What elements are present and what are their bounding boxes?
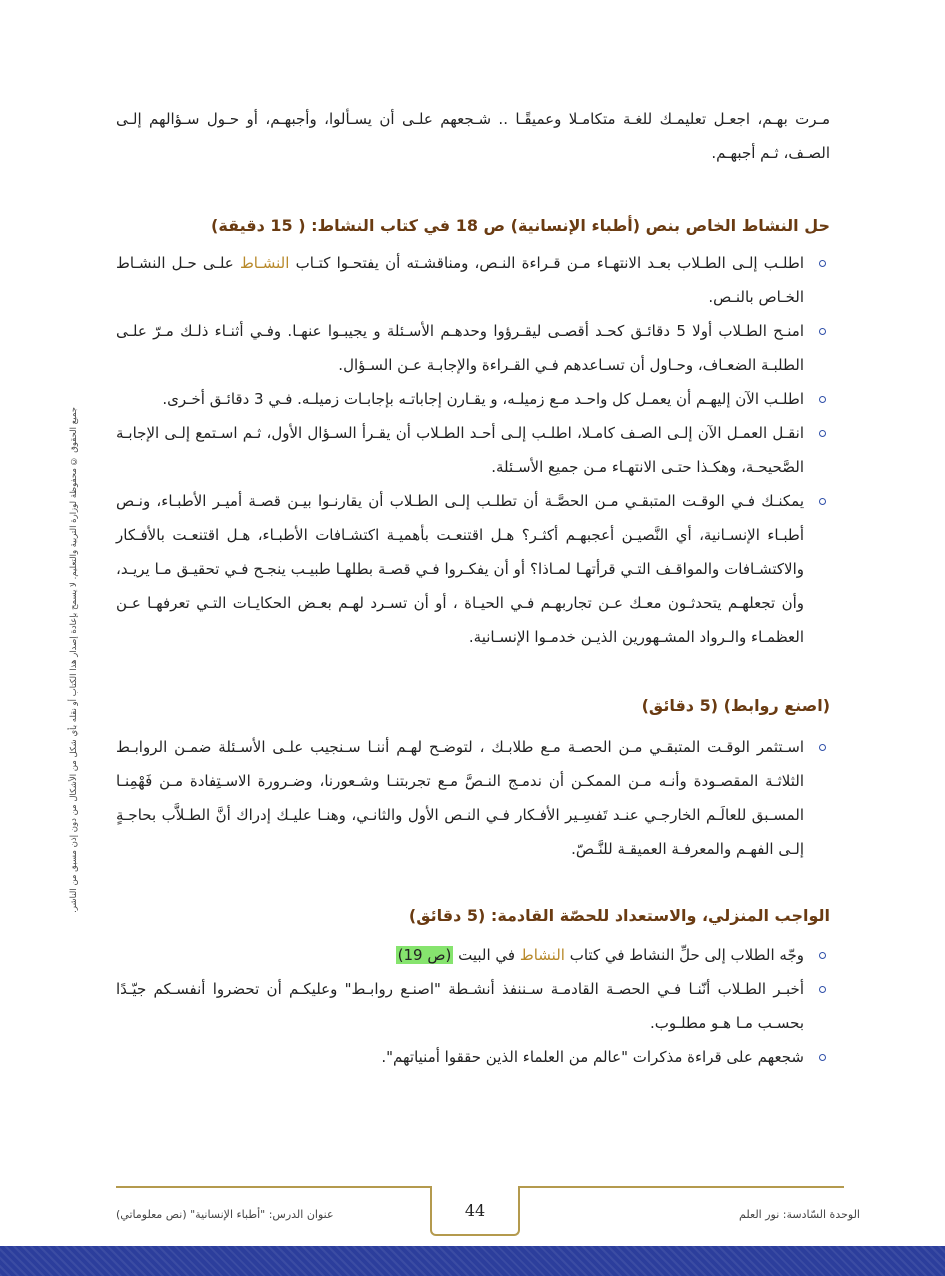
item-text: اسـتثمر الوقـت المتبقـي مـن الحصـة مـع طلابـك ، لتوضـح لهـم أننـا سـنجيب علـى الأسـئلة ضمـن الروابـط الثلاثـة المقصـودة وأنـه مـن الممكـن أن ندمـج النـصَّ مـع تجربتنـا وشـعورنا، وضـرورة الاسـتِفادة مـن فَهْمِنـا المسـبق للعالَـم الخارجـي عنـد تَفسِـير الأفـكار فـي النـص الأول والثانـي، وهنـا عليـك إدراك أنَّ الطـلاَّب بحاجـةٍ إلـى الفهـم والمعرفـة العميقـة للنَّـصّ. [116,738,804,858]
list-item [116,730,830,866]
bullet-icon [819,744,826,751]
copyright-sidebar [60,300,88,1020]
bullet-icon [819,430,826,437]
list-item [116,484,830,654]
list-item [116,416,830,484]
item-text: وجّه الطلاب إلى حلِّ النشاط في كتاب [564,946,804,964]
page-reference-highlight: (ص 19) [397,946,452,964]
list-item [116,246,830,314]
bullet-icon [819,396,826,403]
list-item [116,1040,830,1074]
list-item [116,314,830,382]
item-text: في البيت [453,946,520,964]
footer-lesson-title: عنوان الدرس: "أطباء الإنسانية" (نص معلوماتي) [116,1208,334,1221]
item-text: اطلـب إلـى الطـلاب بعـد الانتهـاء مـن قـراءة النـص، ومناقشـته أن يفتحـوا كتـاب [289,254,804,272]
bullet-icon [819,1054,826,1061]
item-text: انقـل العمـل الآن إلـى الصـف كامـلا، اطلـب إلـى أحـد الطـلاب أن يقـرأ السـؤال الأول، ثـم اسـتمع إلـى الإجابـة الصَّحيحـة، وهكـذا حتـى الانتهـاء مـن جميع الأسـئلة. [116,424,804,476]
item-text: أخبـر الطـلاب أنّنـا فـي الحصـة القادمـة سـننفذ أنشـطة "اصنـع روابـط" وعليكـم أن تحضروا أنفسـكم جيّـدًا بحسـب مـا هـو مطلـوب. [116,980,804,1032]
bullet-icon [819,986,826,993]
item-text: اطلـب الآن إليهـم أن يعمـل كل واحـد مـع زميلـه، و يقـارن إجاباتـه بإجابـات زميلـه. فـي 3 دقائـق أخـرى. [162,390,804,408]
main-content [116,102,830,1074]
bullet-icon [819,498,826,505]
homework-list [116,938,830,1074]
section-heading-activity: حل النشاط الخاص بنص (أطباء الإنسانية) ص 18 في كتاب النشاط: ( 15 دقيقة) [211,216,830,235]
bullet-icon [819,328,826,335]
activity-book-term: النشاط [519,946,565,964]
activity-book-term: النشـاط [239,254,290,272]
section-heading-homework: الواجب المنزلي، والاستعداد للحصّة القادمة: (5 دقائق) [408,906,830,925]
page-number-tab [430,1186,520,1236]
item-text: علـى حـل النشـاط الخـاص بالنـص. [116,254,804,306]
copyright-text: جميع الحقوق © محفوظة لوزارة التربية والتعليم. لا يسمح بإعادة إصدار هذا الكتاب أو نقله بأي شكل من الأشكال من دون إذن مسبق من الناشر. [68,407,79,913]
item-text: امنـح الطـلاب أولا 5 دقائـق كحـد أقصـى ليقـرؤوا وحدهـم الأسـئلة و يجيبـوا عنهـا. وفـي أثنـاء ذلـك مـرّ علـى الطلبـة الضعـاف، وحـاول أن تسـاعدهم فـي القـراءة والإجابـة عـن السـؤال. [116,322,804,374]
bottom-decorative-band [0,1246,945,1276]
item-text: يمكنـك فـي الوقـت المتبقـي مـن الحصَّـة أن تطلـب إلـى الطـلاب أن يقارنـوا بيـن قصـة أميـر الأطبـاء، ونـص أطبـاء الإنسـانية، أي النَّصيـن أعجبهـم أكثـر؟ هـل اقتنعـت بأهميـة اكتشـافات الأطبـاء، هـل اقتنعـت بالأفـكار والاكتشـافات والمواقـف التـي قرأتهـا لمـاذا؟ أو أن يفكـروا فـي قصـة بطلهـا طبيـب ينجـح فـي تحقيـق مـا يريـد، وأن تجعلهـم يتحدثـون معـك عـن تجاربهـم فـي الحيـاة ، أو أن تسـرد لهـم بعـض الحكايـات التـي تعرفهـا عـن العظمـاء والـرواد المشـهورين الذيـن خدمـوا الإنسـانية. [116,492,804,646]
list-item [116,382,830,416]
list-item [116,938,830,972]
list-item [116,972,830,1040]
links-list [116,730,830,866]
footer-unit-title: الوحدة السّادسة: نور العلم [739,1208,860,1221]
activity-list [116,246,830,654]
page-number: 44 [464,1200,486,1220]
section-heading-links: (اصنع روابط) (5 دقائق) [641,696,830,715]
bullet-icon [819,952,826,959]
item-text: شجعهم على قراءة مذكرات "عالم من العلماء الذين حققوا أمنياتهم". [381,1048,804,1066]
intro-paragraph: مـرت بهـم، اجعـل تعليمـك للغـة متكامـلا وعميقًـا .. شـجعهم علـى أن يسـألوا، وأجبهـم، أو حـول سـؤالهم إلـى الصـف، ثـم أجبهـم. [116,110,830,162]
bullet-icon [819,260,826,267]
